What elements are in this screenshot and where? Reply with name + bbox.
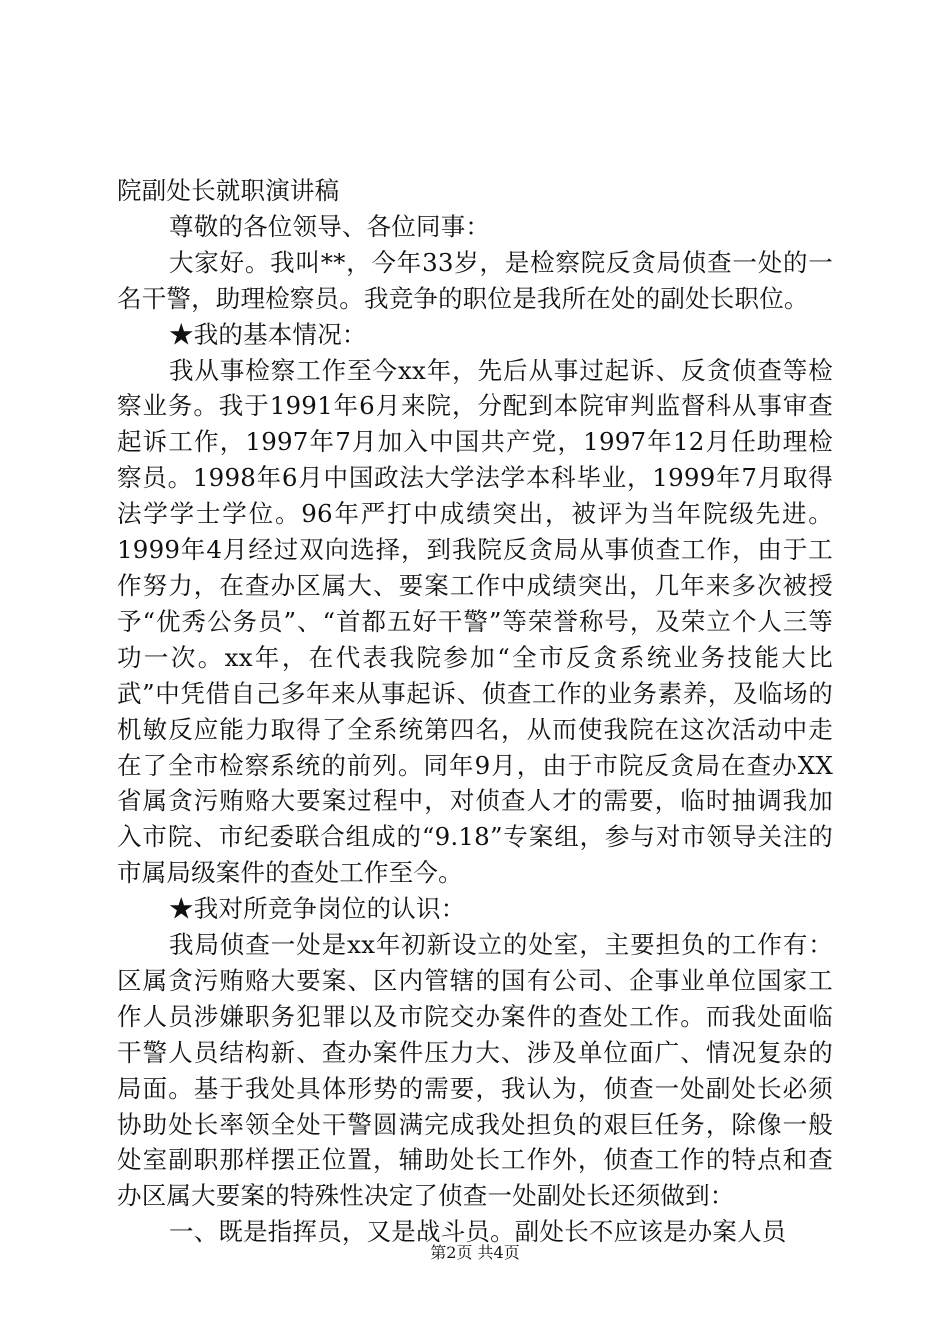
point-one-paragraph: 一、既是指挥员，又是战斗员。副处长不应该是办案人员 (169, 1217, 787, 1247)
salutation-paragraph: 尊敬的各位领导、各位同事： (169, 211, 491, 241)
basic-info-paragraph: 我从事检察工作至今xx年，先后从事过起诉、反贪侦查等检察业务。我于1991年6月来院，分配到本院审判监督科从事审查起诉工作，1997年7月加入中国共产党，1997年12月任助理检察员。1998年6月中国政法大学法学本科毕业，1999年7月取得法学学士学位。96年严打中成绩突出，被评为当年院级先进。1999年4月经过双向选择，到我院反贪局从事侦查工作，由于工作努力，在查办区属大、要案工作中成绩突出，几年来多次被授予“优秀公务员”、“首都五好干警”等荣誉称号，及荣立个人三等功一次。xx年，在代表我院参加“全市反贪系统业务技能大比武”中凭借自己多年来从事起诉、侦查工作的业务素养，及临场的机敏反应能力取得了全系统第四名，从而使我院在这次活动中走在了全市检察系统的前列。同年9月，由于市院反贪局在查办XX省属贪污贿赂大要案过程中，对侦查人才的需要，临时抽调我加入市院、市纪委联合组成的“9.18”专案组，参与对市领导关注的市属局级案件的查处工作至今。 (117, 355, 833, 888)
section-heading-position-understanding: ★我对所竞争岗位的认识： (169, 894, 466, 924)
document-title: 院副处长就职演讲稿 (117, 176, 340, 205)
section-heading-basic-info: ★我的基本情况： (169, 319, 367, 349)
page-footer: 第2页 共4页 (430, 1243, 520, 1262)
intro-paragraph: 大家好。我叫**，今年33岁，是检察院反贪局侦查一处的一名干警，助理检察员。我竞争的职位是我所在处的副处长职位。 (117, 247, 833, 313)
document-body (117, 173, 833, 1250)
position-understanding-paragraph: 我局侦查一处是xx年初新设立的处室，主要担负的工作有：区属贪污贿赂大要案、区内管辖的国有公司、企事业单位国家工作人员涉嫌职务犯罪以及市院交办案件的查处工作。而我处面临干警人员结构新、查办案件压力大、涉及单位面广、情况复杂的局面。基于我处具体形势的需要，我认为，侦查一处副处长必须协助处长率领全处干警圆满完成我处担负的艰巨任务，除像一般处室副职那样摆正位置，辅助处长工作外，侦查工作的特点和查办区属大要案的特殊性决定了侦查一处副处长还须做到： (117, 930, 833, 1211)
